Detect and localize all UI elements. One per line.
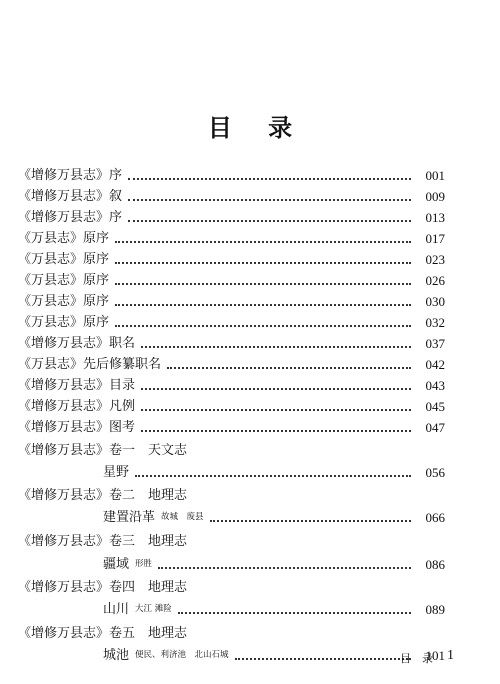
toc-entry-page: 045 — [425, 399, 445, 414]
toc-entry-page: 066 — [425, 510, 445, 525]
toc-entry[interactable] — [18, 226, 445, 247]
toc-entry[interactable] — [18, 575, 420, 596]
dot-leader — [141, 430, 411, 432]
toc-entry-page: 032 — [425, 315, 445, 330]
toc-entry-page: 001 — [425, 168, 445, 183]
toc-entry[interactable] — [18, 310, 445, 331]
dot-leader — [210, 520, 411, 522]
page-title: 目 录 — [207, 114, 307, 142]
dot-leader — [141, 346, 411, 348]
dot-leader — [115, 283, 411, 285]
toc-entry-title: 《增修万县志》凡例 — [18, 399, 136, 414]
footer-label: 目 录 — [400, 652, 433, 665]
toc-entry[interactable] — [103, 505, 445, 526]
toc-entry-title: 《万县志》原序 — [18, 294, 110, 309]
toc-entry-page: 030 — [425, 294, 445, 309]
toc-entry-title: 山川 — [103, 602, 130, 617]
page-number: 1 — [447, 648, 454, 663]
toc-entry-title: 疆域 — [103, 557, 130, 572]
toc-entry-page: 056 — [425, 465, 445, 480]
toc-entry-title: 《万县志》原序 — [18, 315, 110, 330]
dot-leader — [115, 325, 411, 327]
toc-entry[interactable] — [18, 247, 445, 268]
toc-entry-title: 《万县志》先后修纂职名 — [18, 357, 162, 372]
dot-leader — [115, 304, 411, 306]
toc-entry-title: 《万县志》原序 — [18, 273, 110, 288]
toc-entry[interactable] — [103, 643, 445, 664]
toc-entry-page: 013 — [425, 210, 445, 225]
toc-entry[interactable] — [18, 352, 445, 373]
toc-entry[interactable] — [103, 460, 445, 481]
toc-entry-title: 《万县志》原序 — [18, 231, 110, 246]
toc-entry-title: 星野 — [103, 465, 130, 480]
toc-entry-page: 023 — [425, 252, 445, 267]
toc-entry[interactable] — [18, 331, 445, 352]
toc-entry-title: 《增修万县志》卷二 地理志 — [18, 488, 188, 503]
toc-entry-subtopics: 形胜 — [135, 559, 153, 569]
toc-entry-title: 《增修万县志》卷三 地理志 — [18, 534, 188, 549]
toc-entry-title: 建置沿革 — [103, 510, 156, 525]
dot-leader — [167, 367, 411, 369]
toc-entry-page: 009 — [425, 189, 445, 204]
dot-leader — [128, 178, 411, 180]
toc-entry-title: 《增修万县志》序 — [18, 210, 123, 225]
toc-entry-page: 037 — [425, 336, 445, 351]
toc-entry-title: 《增修万县志》目录 — [18, 378, 136, 393]
toc-entry[interactable] — [103, 552, 445, 573]
toc-entry-subtopics: 大江 滩险 — [135, 604, 172, 614]
toc-entry-page: 089 — [425, 602, 445, 617]
toc-entry-title: 《增修万县志》卷五 地理志 — [18, 626, 188, 641]
toc-entry-page: 026 — [425, 273, 445, 288]
dot-leader — [135, 475, 411, 477]
toc-entry-title: 《增修万县志》职名 — [18, 336, 136, 351]
dot-leader — [115, 262, 411, 264]
dot-leader — [235, 658, 411, 660]
dot-leader — [115, 241, 411, 243]
toc-entry-title: 《万县志》原序 — [18, 252, 110, 267]
dot-leader — [128, 220, 411, 222]
toc-entry-title: 《增修万县志》图考 — [18, 420, 136, 435]
toc-entry-page: 017 — [425, 231, 445, 246]
toc-entry[interactable] — [18, 373, 445, 394]
toc-entry-page: 042 — [425, 357, 445, 372]
toc-entry-page: 101 — [425, 648, 445, 663]
toc-entry[interactable] — [18, 529, 420, 550]
toc-entry-title: 《增修万县志》卷四 地理志 — [18, 580, 188, 595]
toc-entry-subtopics: 故城 废县 — [161, 512, 204, 522]
dot-leader — [141, 409, 411, 411]
toc-entry-title: 《增修万县志》卷一 天文志 — [18, 443, 188, 458]
toc-entry[interactable] — [18, 483, 420, 504]
dot-leader — [128, 199, 411, 201]
toc-entry[interactable] — [18, 621, 420, 642]
dot-leader — [141, 388, 411, 390]
toc-entry[interactable] — [18, 415, 445, 436]
dot-leader — [158, 567, 411, 569]
toc-entry[interactable] — [18, 438, 420, 459]
toc-entry[interactable] — [103, 597, 445, 618]
toc-entry[interactable] — [18, 184, 445, 205]
toc-entry-title: 《增修万县志》序 — [18, 168, 123, 183]
toc-entry[interactable] — [18, 289, 445, 310]
toc-entry-title: 《增修万县志》叙 — [18, 189, 123, 204]
toc-entry-title: 城池 — [103, 648, 130, 663]
toc-entry[interactable] — [18, 268, 445, 289]
toc-entry-page: 047 — [425, 420, 445, 435]
toc-entry-subtopics: 便民、利济池 北山石城 — [135, 650, 229, 660]
toc-entry[interactable] — [18, 394, 445, 415]
dot-leader — [178, 612, 411, 614]
toc-entry[interactable] — [18, 163, 445, 184]
toc-entry[interactable] — [18, 205, 445, 226]
toc-entry-page: 086 — [425, 557, 445, 572]
toc-entry-page: 043 — [425, 378, 445, 393]
